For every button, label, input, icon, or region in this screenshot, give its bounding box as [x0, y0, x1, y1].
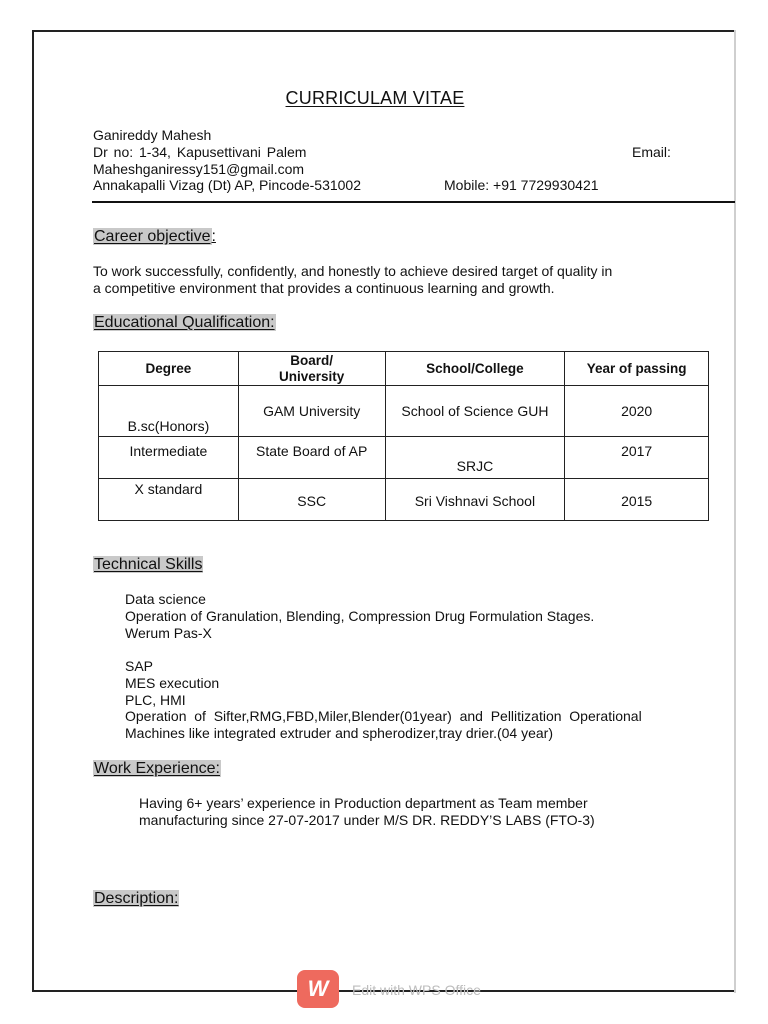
wps-logo-icon[interactable]: W	[297, 970, 339, 1008]
col-board-line-1: Board/	[290, 352, 334, 368]
skill-text: SAP	[125, 658, 154, 674]
col-board-line-2: University	[279, 368, 345, 384]
education-heading	[93, 314, 276, 332]
year-cell: 2020	[565, 386, 709, 437]
table-row	[99, 479, 709, 521]
skills-list-2	[93, 658, 683, 742]
skill-text: Data science	[125, 591, 206, 607]
table-row	[99, 386, 709, 437]
year-cell: 2017	[565, 437, 709, 479]
school-cell: Sri Vishnavi School	[385, 479, 565, 521]
career-objective-heading	[93, 228, 216, 246]
work-text-line-1: Having 6+ years’ experience in Production department as Team member	[139, 795, 588, 811]
education-table	[98, 351, 709, 521]
list-item	[93, 608, 594, 625]
career-text-line-2: a competitive environment that provides a continuous learning and growth.	[93, 280, 555, 296]
skill-text: MES execution	[125, 674, 220, 691]
list-item	[93, 591, 594, 608]
page-edge-shadow	[734, 30, 736, 993]
address-line-1: Dr no: 1-34, Kapusettivani Palem	[93, 144, 307, 160]
document-title: CURRICULAM VITAE	[285, 88, 465, 108]
list-item	[107, 795, 595, 829]
list-item	[93, 658, 683, 675]
degree-cell: X standard	[99, 479, 239, 521]
list-item	[93, 725, 683, 742]
skill-text: PLC, HMI	[125, 691, 186, 708]
board-cell: SSC	[238, 479, 385, 521]
career-text-line-1: To work successfully, confidently, and honestly to achieve desired target of quality in	[93, 263, 613, 279]
skill-text: Machines like integrated extruder and spherodizer,tray drier.(04 year)	[125, 725, 553, 742]
email-label: Email:	[632, 144, 671, 160]
list-item	[93, 675, 683, 692]
skill-text: Operation of Sifter,RMG,FBD,Miler,Blender(01year) and Pellitization Operational	[125, 708, 642, 725]
header-divider	[92, 201, 735, 203]
school-cell: SRJC	[385, 437, 565, 479]
table-header-row	[99, 352, 709, 386]
work-text-line-2: manufacturing since 27-07-2017 under M/S DR. REDDY’S LABS (FTO-3)	[139, 811, 595, 828]
list-item	[93, 625, 594, 642]
mobile-number: Mobile: +91 7729930421	[444, 177, 599, 193]
degree-cell: B.sc(Honors)	[99, 386, 239, 437]
list-item	[93, 692, 683, 709]
work-heading-text: Work Experience:	[94, 760, 220, 777]
col-degree: Degree	[99, 352, 239, 386]
list-item	[93, 708, 683, 725]
skills-heading-text: Technical Skills	[94, 556, 203, 573]
wps-watermark-text[interactable]: Edit with WPS Office	[352, 982, 481, 998]
board-cell: State Board of AP	[238, 437, 385, 479]
career-heading-text: Career objective	[94, 228, 211, 245]
col-board	[238, 352, 385, 386]
table-row	[99, 437, 709, 479]
year-cell: 2015	[565, 479, 709, 521]
skills-list-1	[93, 591, 594, 641]
col-year: Year of passing	[565, 352, 709, 386]
col-school: School/College	[385, 352, 565, 386]
address-line-2: Annakapalli Vizag (Dt) AP, Pincode-531002	[93, 177, 361, 193]
skill-text: Operation of Granulation, Blending, Compression Drug Formulation Stages.	[125, 607, 595, 624]
work-experience-heading	[93, 760, 221, 778]
skill-text: Werum Pas-X	[125, 624, 212, 641]
board-cell: GAM University	[238, 386, 385, 437]
work-list	[107, 795, 595, 829]
degree-cell: Intermediate	[99, 437, 239, 479]
school-cell: School of Science GUH	[385, 386, 565, 437]
technical-skills-heading	[93, 556, 203, 574]
description-heading	[93, 890, 179, 908]
career-heading-colon: :	[211, 228, 216, 245]
description-heading-text: Description:	[94, 890, 179, 907]
email-address[interactable]: Maheshganiressy151@gmail.com	[93, 161, 305, 177]
education-heading-text: Educational Qualification:	[94, 314, 275, 331]
candidate-name: Ganireddy Mahesh	[93, 127, 212, 143]
